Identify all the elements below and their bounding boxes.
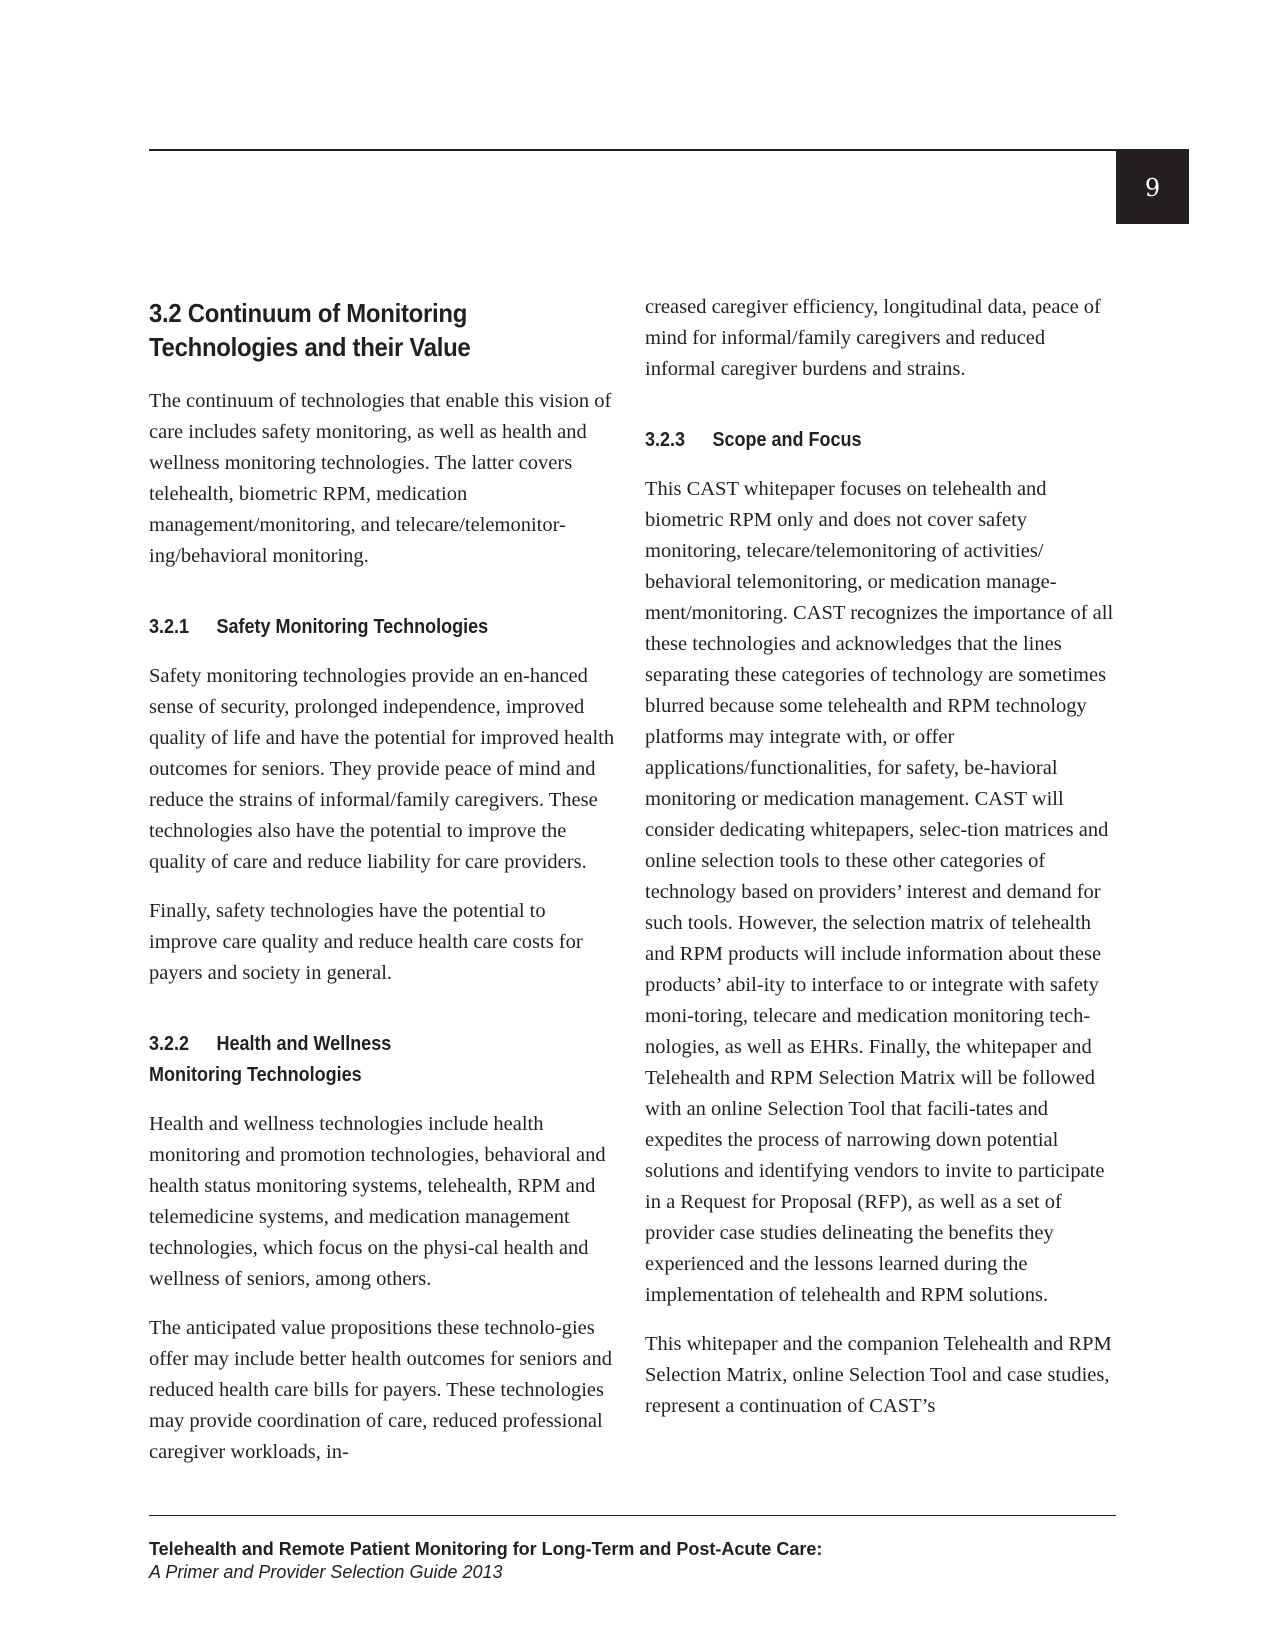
- paragraph: The anticipated value propositions these technolo-gies offer may include better health outcomes for seniors and reduced health care bills for payers. These technologies may provide coordination of care, reduced professional caregiver workloads, in-: [149, 1317, 612, 1463]
- subsection-title: Scope and Focus: [712, 429, 862, 451]
- paragraph: creased caregiver efficiency, longitudinal data, peace of mind for informal/family caregivers and reduced informal caregiver burdens and strains.: [645, 296, 1101, 380]
- paragraph: Safety monitoring technologies provide an en-hanced sense of security, prolonged independence, improved quality of life and have the potential for improved health outcomes for seniors. They provide peace of mind and reduce the strains of informal/family caregivers. These technologies also have the potential to improve the quality of care and reduce liability for care providers.: [149, 665, 615, 873]
- header-rule: [149, 149, 1189, 151]
- subsection-heading-health: [149, 1029, 617, 1091]
- intro-paragraph: The continuum of technologies that enable this vision of care includes safety monitoring, as well as health and wellness monitoring technologies. The latter covers telehealth, biometric RPM, medication management/monitoring, and telecare/telemonitor-ing/behavioral monitoring.: [149, 390, 612, 567]
- footer-title: Telehealth and Remote Patient Monitoring for Long-Term and Post-Acute Care:: [149, 1539, 823, 1559]
- footer-rule: [149, 1515, 1116, 1516]
- page-number-badge: [1116, 151, 1189, 224]
- subsection-number: 3.2.3: [645, 429, 686, 451]
- paragraph: Health and wellness technologies include health monitoring and promotion technologies, behavioral and health status monitoring systems, telehealth, RPM and telemedicine systems, and medication management technologies, which focus on the physi-cal health and wellness of seniors, among others.: [149, 1113, 606, 1290]
- footer-subtitle: A Primer and Provider Selection Guide 2013: [149, 1562, 503, 1582]
- right-column: [645, 292, 1115, 1440]
- subsection-number: 3.2.2: [149, 1033, 190, 1055]
- paragraph: This whitepaper and the companion Telehealth and RPM Selection Matrix, online Selection Tool and case studies, represent a continuation of CAST’s: [645, 1333, 1112, 1417]
- footer: [149, 1538, 822, 1584]
- subsection-heading-scope: [645, 425, 1113, 456]
- subsection-number: 3.2.1: [149, 616, 190, 638]
- paragraph: Finally, safety technologies have the potential to improve care quality and reduce health care costs for payers and society in general.: [149, 900, 583, 984]
- subsection-title: Health and Wellness Monitoring Technologies: [149, 1033, 392, 1086]
- left-column: [149, 292, 619, 1486]
- section-heading: 3.2 Continuum of Monitoring Technologies and their Value: [149, 298, 471, 362]
- paragraph: This CAST whitepaper focuses on telehealth and biometric RPM only and does not cover safety monitoring, telecare/telemonitoring of activities/ behavioral telemonitoring, or medication manage-ment/monitoring. CAST recognizes the importance of all these technologies and acknowledges that the lines separating these categories of technology are sometimes blurred because some telehealth and RPM technology platforms may integrate with, or offer applications/functionalities, for safety, be-havioral monitoring or medication management. CAST will consider dedicating whitepapers, selec-tion matrices and online selection tools to these other categories of technology based on providers’ interest and demand for such tools. However, the selection matrix of telehealth and RPM products will include information about these products’ abil-ity to interface to or integrate with safety moni-toring, telecare and medication monitoring tech-nologies, as well as EHRs. Finally, the whitepaper and Telehealth and RPM Selection Matrix will be followed with an online Selection Tool that facili-tates and expedites the process of narrowing down potential solutions and identifying vendors to invite to participate in a Request for Proposal (RFP), as well as a set of provider case studies delineating the benefits they experienced and the lessons learned during the implementation of telehealth and RPM solutions.: [645, 478, 1114, 1306]
- subsection-title: Safety Monitoring Technologies: [216, 616, 489, 638]
- subsection-heading-safety: [149, 612, 617, 643]
- page-number: 9: [1144, 173, 1161, 202]
